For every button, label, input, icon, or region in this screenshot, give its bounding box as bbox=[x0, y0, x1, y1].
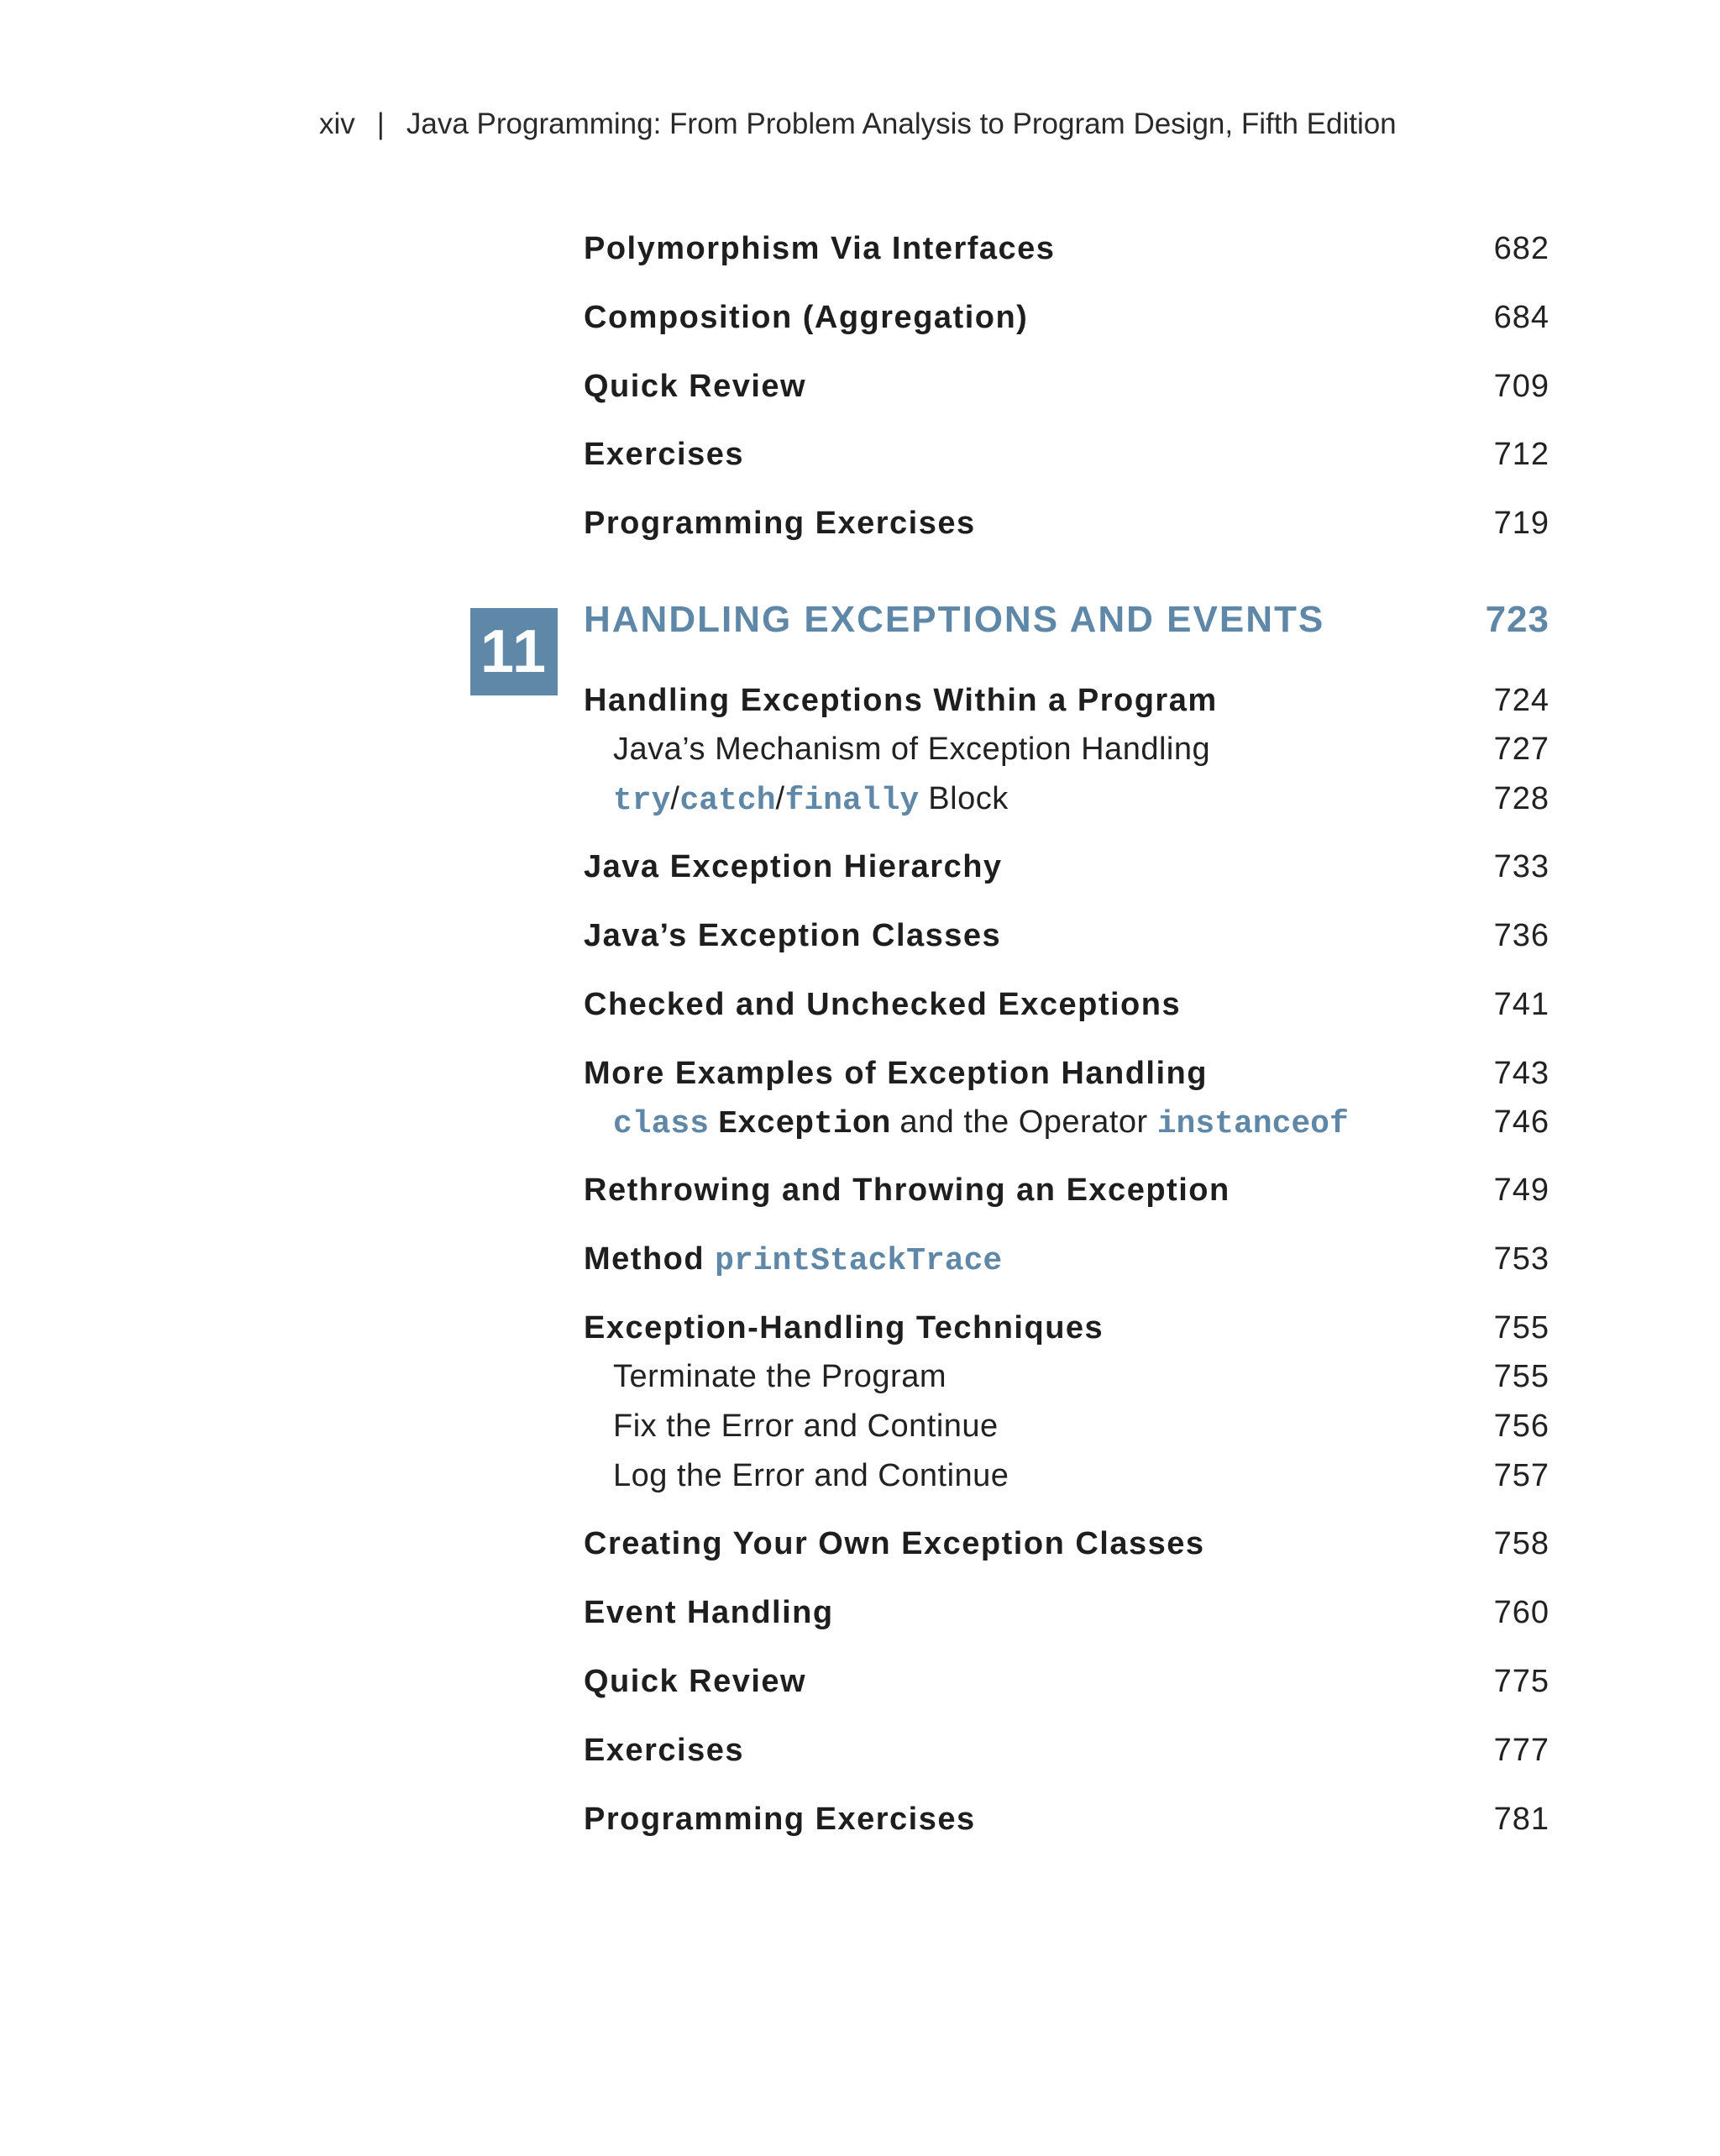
toc-entry-title: Exception-Handling Techniques bbox=[584, 1310, 1104, 1346]
toc-entry-page: 777 bbox=[1493, 1733, 1550, 1768]
toc-entry-page: 684 bbox=[1493, 300, 1550, 335]
toc-entry-title: Exercises bbox=[584, 437, 744, 472]
toc-subentry-title bbox=[613, 1097, 1349, 1150]
header-separator: | bbox=[376, 108, 385, 140]
toc-entry-page: 719 bbox=[1493, 506, 1550, 541]
toc-entry[interactable] bbox=[584, 1048, 1550, 1099]
toc-entry-title: Rethrowing and Throwing an Exception bbox=[584, 1172, 1230, 1208]
toc-entry-page: 733 bbox=[1493, 849, 1550, 884]
toc-entry[interactable] bbox=[584, 675, 1550, 726]
code-try: try bbox=[613, 783, 671, 819]
chapter-page: 723 bbox=[1485, 599, 1550, 640]
toc-entry-page: 781 bbox=[1493, 1802, 1550, 1837]
toc-entry-title: Polymorphism Via Interfaces bbox=[584, 231, 1056, 266]
toc-entry[interactable] bbox=[584, 292, 1550, 343]
toc-entry-title: Quick Review bbox=[584, 1664, 807, 1699]
toc-entry-page: 775 bbox=[1493, 1664, 1550, 1699]
toc-subentry-title: Log the Error and Continue bbox=[613, 1458, 1009, 1493]
toc-subentry[interactable] bbox=[584, 1351, 1550, 1402]
toc-entry[interactable] bbox=[584, 979, 1550, 1030]
code-instanceof: instanceof bbox=[1156, 1106, 1349, 1142]
toc-entry-title: Composition (Aggregation) bbox=[584, 300, 1029, 335]
toc-subentry-title: Java’s Mechanism of Exception Handling bbox=[613, 732, 1211, 767]
toc-subentry[interactable] bbox=[584, 1097, 1550, 1147]
toc-subentry-title bbox=[613, 774, 1009, 826]
toc-entry[interactable] bbox=[584, 223, 1550, 274]
toc-entry[interactable] bbox=[584, 1587, 1550, 1638]
toc-subentry[interactable] bbox=[584, 724, 1550, 774]
toc-entry[interactable] bbox=[584, 1234, 1550, 1284]
toc-entry-title: Exercises bbox=[584, 1733, 744, 1768]
title-text: Block bbox=[919, 781, 1009, 816]
toc-entry[interactable] bbox=[584, 1725, 1550, 1776]
toc-entry[interactable] bbox=[584, 1303, 1550, 1353]
slash: / bbox=[670, 781, 680, 816]
toc-entry-page: 756 bbox=[1493, 1408, 1550, 1444]
toc-entry[interactable] bbox=[584, 429, 1550, 480]
toc-entry[interactable] bbox=[584, 498, 1550, 548]
toc-entry-title: Programming Exercises bbox=[584, 506, 976, 541]
toc-entry-page: 746 bbox=[1493, 1104, 1550, 1140]
toc-entry-page: 749 bbox=[1493, 1172, 1550, 1208]
toc-subentry[interactable] bbox=[584, 1450, 1550, 1501]
toc-entry-page: 709 bbox=[1493, 369, 1550, 404]
toc-entry-page: 727 bbox=[1493, 732, 1550, 767]
toc-entry-page: 757 bbox=[1493, 1458, 1550, 1493]
toc-entry[interactable] bbox=[584, 1656, 1550, 1707]
toc-entry-title: More Examples of Exception Handling bbox=[584, 1056, 1208, 1091]
toc-entry-page: 753 bbox=[1493, 1241, 1550, 1277]
toc-entry-page: 743 bbox=[1493, 1056, 1550, 1091]
toc-entry-title bbox=[584, 1234, 1002, 1287]
toc-entry[interactable] bbox=[584, 361, 1550, 412]
code-finally: finally bbox=[784, 783, 920, 819]
title-text: Method bbox=[584, 1241, 716, 1277]
toc-entry[interactable] bbox=[584, 1519, 1550, 1569]
toc-entry[interactable] bbox=[584, 1794, 1550, 1844]
code-catch: catch bbox=[679, 783, 776, 819]
toc-subentry-title: Fix the Error and Continue bbox=[613, 1408, 999, 1444]
toc-entry-title: Handling Exceptions Within a Program bbox=[584, 683, 1218, 718]
toc-entry-page: 682 bbox=[1493, 231, 1550, 266]
running-head bbox=[319, 108, 1397, 141]
code-exception: Exception bbox=[718, 1106, 891, 1142]
toc-entry-page: 724 bbox=[1493, 683, 1550, 718]
toc-entry[interactable] bbox=[584, 842, 1550, 892]
toc-entry-page: 758 bbox=[1493, 1526, 1550, 1561]
toc-entry-title: Creating Your Own Exception Classes bbox=[584, 1526, 1205, 1561]
page-number: xiv bbox=[319, 108, 355, 140]
toc-entry-page: 712 bbox=[1493, 437, 1550, 472]
toc-entry-title: Java’s Exception Classes bbox=[584, 918, 1002, 953]
toc-entry-title: Event Handling bbox=[584, 1595, 834, 1630]
toc-entry-page: 755 bbox=[1493, 1359, 1550, 1394]
title-text: and the Operator bbox=[890, 1104, 1157, 1140]
slash: / bbox=[775, 781, 785, 816]
toc-entry-title: Programming Exercises bbox=[584, 1802, 976, 1837]
toc-entry-title: Quick Review bbox=[584, 369, 807, 404]
toc-subentry-title: Terminate the Program bbox=[613, 1359, 947, 1394]
toc-entry-title: Checked and Unchecked Exceptions bbox=[584, 987, 1182, 1022]
chapter-title[interactable]: HANDLING EXCEPTIONS AND EVENTS bbox=[584, 599, 1325, 640]
toc-entry[interactable] bbox=[584, 1165, 1550, 1215]
toc-entry-page: 736 bbox=[1493, 918, 1550, 953]
toc-subentry[interactable] bbox=[584, 1401, 1550, 1451]
toc-entry-page: 755 bbox=[1493, 1310, 1550, 1346]
toc-entry[interactable] bbox=[584, 910, 1550, 961]
code-printstacktrace: printStackTrace bbox=[715, 1243, 1003, 1279]
toc-entry-title: Java Exception Hierarchy bbox=[584, 849, 1003, 884]
toc-entry-page: 741 bbox=[1493, 987, 1550, 1022]
toc-subentry[interactable] bbox=[584, 774, 1550, 824]
chapter-number-badge: 11 bbox=[470, 608, 558, 695]
code-class: class bbox=[613, 1106, 710, 1142]
book-title: Java Programming: From Problem Analysis to Program Design, Fifth Edition bbox=[406, 108, 1397, 140]
toc-entry-page: 760 bbox=[1493, 1595, 1550, 1630]
toc-entry-page: 728 bbox=[1493, 781, 1550, 816]
